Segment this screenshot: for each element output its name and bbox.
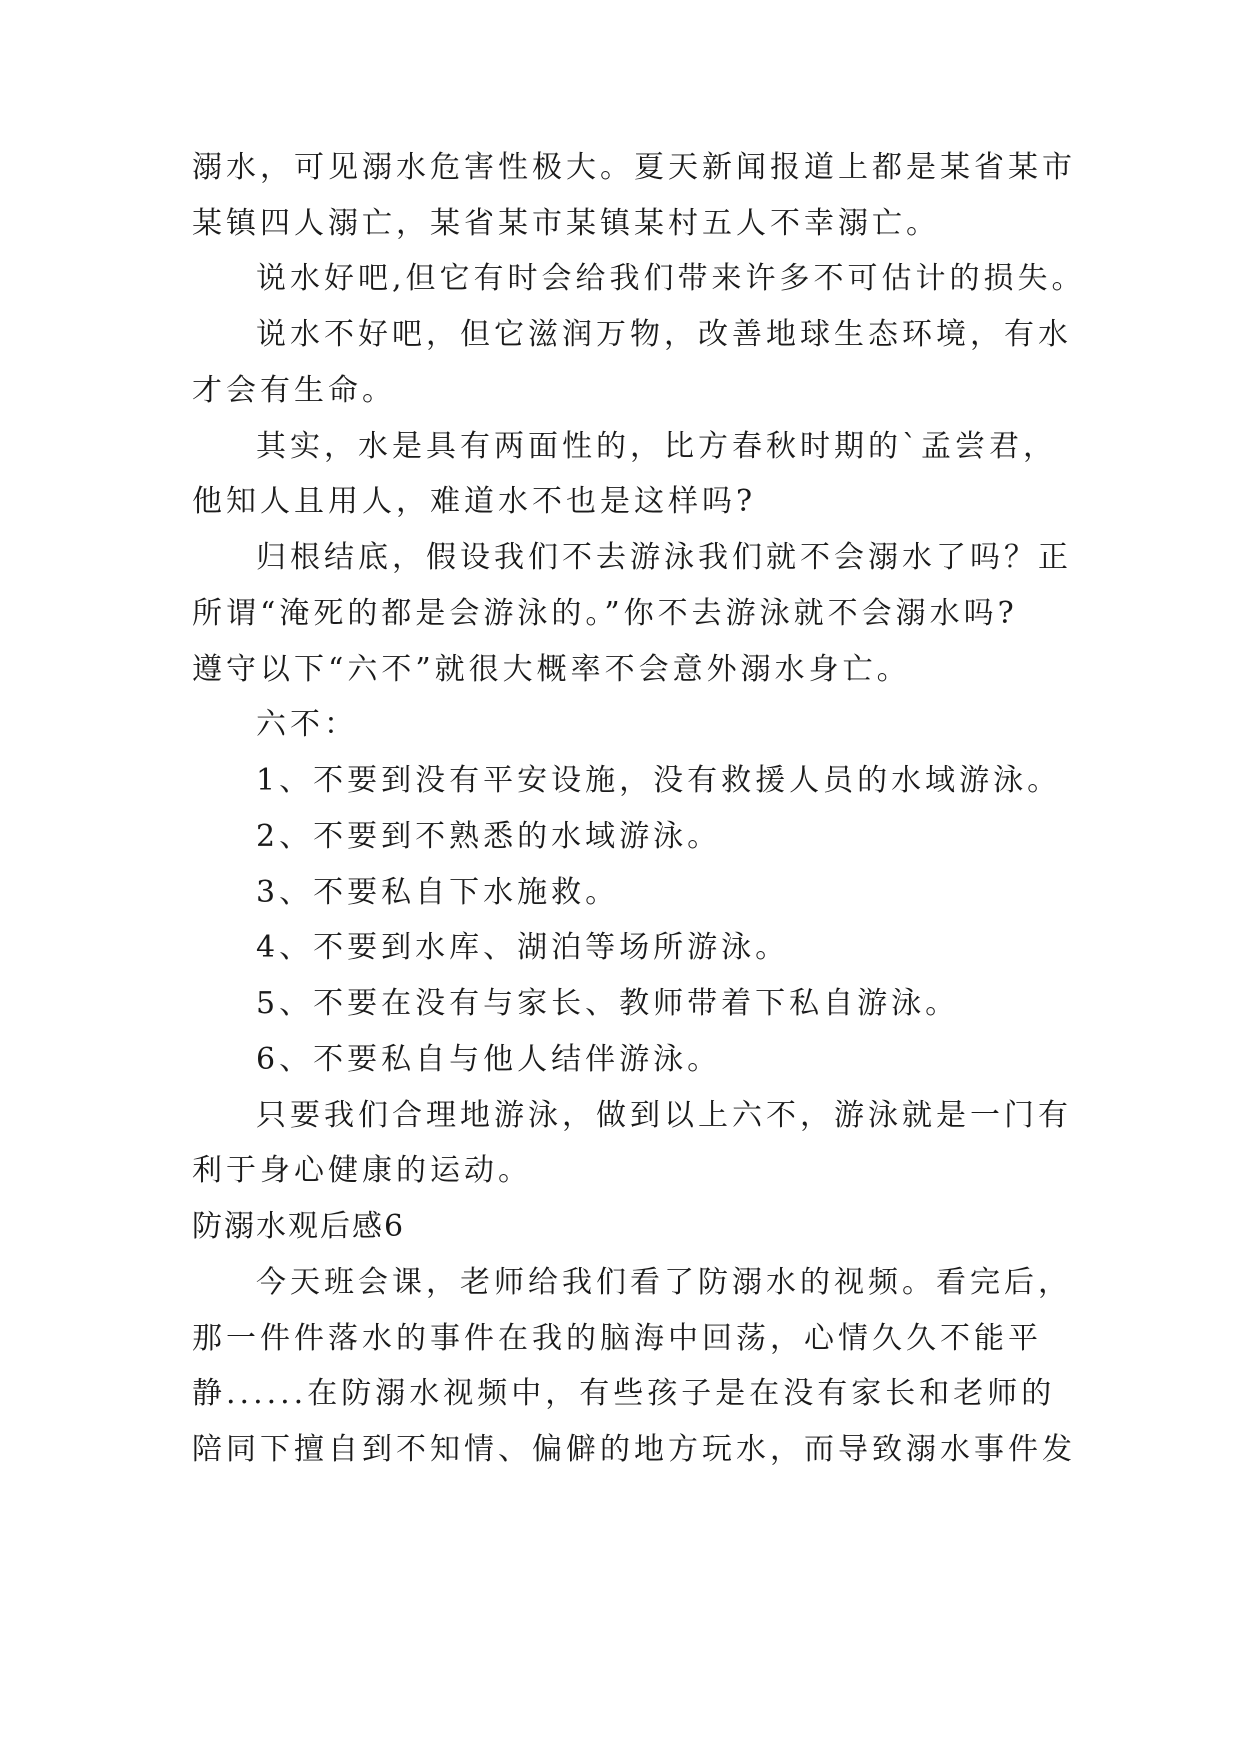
list-item: 4、不要到水库、湖泊等场所游泳。 <box>256 930 790 965</box>
text-line: 利于身心健康的运动。 <box>192 1153 532 1188</box>
text-line: 说水好吧,但它有时会给我们带来许多不可估计的损失。 <box>256 261 1086 296</box>
list-item: 6、不要私自与他人结伴游泳。 <box>256 1042 722 1077</box>
list-item: 2、不要到不熟悉的水域游泳。 <box>256 819 722 854</box>
text-line: 静......在防溺水视频中，有些孩子是在没有家长和老师的 <box>192 1376 1056 1411</box>
text-line: 归根结底，假设我们不去游泳我们就不会溺水了吗？正 <box>256 540 1072 575</box>
list-item: 3、不要私自下水施救。 <box>256 875 620 910</box>
text-line: 所谓“淹死的都是会游泳的。”你不去游泳就不会溺水吗? <box>192 596 1018 631</box>
text-line: 遵守以下“六不”就很大概率不会意外溺水身亡。 <box>192 652 911 687</box>
text-line: 只要我们合理地游泳，做到以上六不，游泳就是一门有 <box>256 1098 1072 1133</box>
list-item: 1、不要到没有平安设施，没有救援人员的水域游泳。 <box>256 763 1062 798</box>
list-item: 5、不要在没有与家长、教师带着下私自游泳。 <box>256 986 960 1021</box>
text-line: 说水不好吧，但它滋润万物，改善地球生态环境，有水 <box>256 317 1072 352</box>
text-line: 六不： <box>256 707 358 742</box>
text-line: 他知人且用人，难道水不也是这样吗? <box>192 484 757 519</box>
text-line: 今天班会课，老师给我们看了防溺水的视频。看完后， <box>256 1265 1072 1300</box>
text-line: 某镇四人溺亡，某省某市某镇某村五人不幸溺亡。 <box>192 206 940 241</box>
text-line: 溺水，可见溺水危害性极大。夏天新闻报道上都是某省某市 <box>192 150 1076 185</box>
text-line: 陪同下擅自到不知情、偏僻的地方玩水，而导致溺水事件发 <box>192 1432 1076 1467</box>
section-heading: 防溺水观后感6 <box>192 1209 406 1244</box>
text-line: 其实，水是具有两面性的，比方春秋时期的`孟尝君， <box>256 429 1057 464</box>
text-line: 才会有生命。 <box>192 373 396 408</box>
text-line: 那一件件落水的事件在我的脑海中回荡，心情久久不能平 <box>192 1321 1042 1356</box>
